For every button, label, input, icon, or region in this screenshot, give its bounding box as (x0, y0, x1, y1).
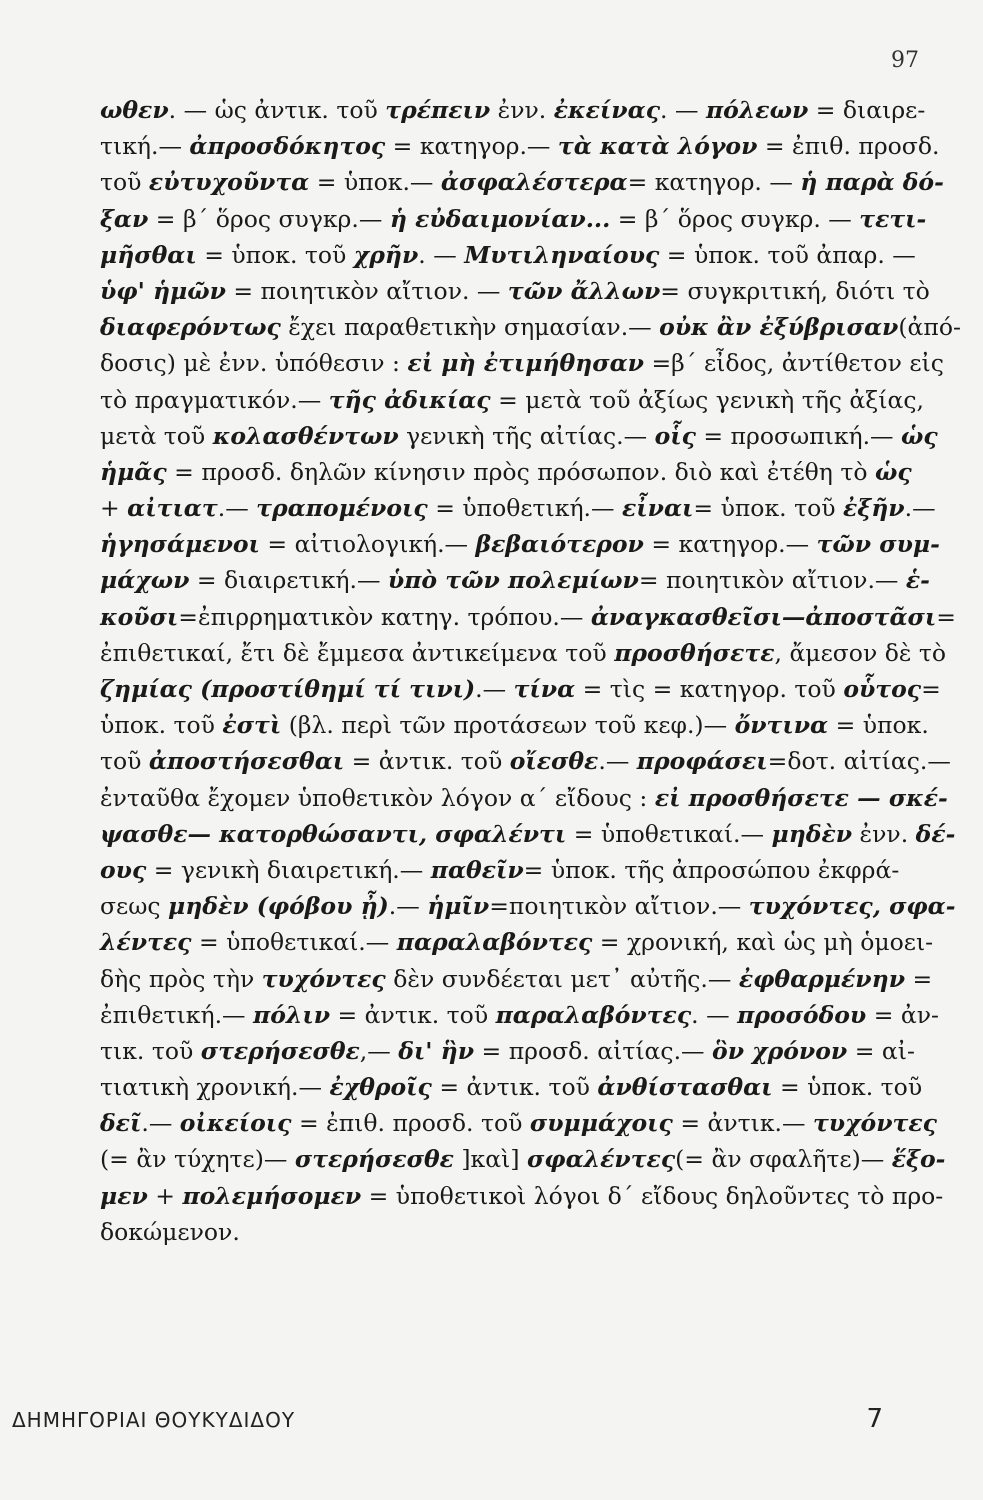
text-span: = ὑποκ. τοῦ ἀπαρ. — (659, 240, 916, 269)
commentary-text (100, 92, 961, 1250)
term-span: ὑφ' ἡμῶν (100, 276, 226, 305)
text-span: τική.— (100, 132, 190, 161)
text-line (100, 1033, 915, 1069)
term-span: ἡ παρὰ δό- (800, 168, 944, 197)
text-span: δὲν συνδέεται μετ᾿ αὐτῆς.— (385, 964, 739, 993)
text-line (100, 1105, 937, 1141)
term-span: ἐφθαρμένην (738, 964, 905, 993)
text-span: = κατηγορ. — (627, 168, 801, 197)
term-span: ἐξῆν (842, 494, 905, 523)
term-span: κοῦσι (100, 602, 179, 631)
term-span: εἶναι (621, 494, 694, 523)
text-span: δοκώμενον. (100, 1217, 240, 1246)
term-span: παθεῖν (430, 855, 524, 884)
text-line (100, 1069, 923, 1105)
text-span: .— (598, 747, 637, 776)
term-span: ἐστὶ (222, 711, 282, 740)
term-span: μηδὲν (φόβου ᾖ) (168, 892, 389, 921)
text-span: = ὑποκ. τοῦ (693, 494, 843, 523)
text-line (100, 237, 916, 273)
text-span: = ἐπιθ. προσδ. τοῦ (291, 1109, 530, 1138)
text-span: ἐπιθετικαί, ἔτι δὲ ἔμμεσα ἀντικείμενα τοῦ (100, 638, 615, 667)
term-span: εἰ προσθήσετε — σκέ- (654, 783, 948, 812)
text-span: = προσδ. δηλῶν κίνησιν πρὸς πρόσωπον. διὸ καὶ ἐτέθη τὸ (166, 457, 875, 486)
term-span: ζημίας (προστίθημί τί τινι) (100, 675, 476, 703)
text-line (100, 128, 940, 164)
text-span: = κατηγορ.— (643, 530, 817, 559)
term-span: πόλεων (705, 96, 809, 124)
term-span: τῶν ἄλλων (507, 276, 661, 305)
term-span: οἷς (654, 421, 696, 450)
term-span: δεῖ (100, 1109, 142, 1138)
text-span: = προσδ. αἰτίας.— (474, 1036, 713, 1065)
text-span: , ἄμεσον δὲ τὸ (774, 638, 947, 667)
term-span: τυχόντες, σφα- (748, 892, 956, 921)
term-span: κολασθέντων (212, 421, 399, 450)
text-line (100, 1141, 946, 1177)
text-span: . — (691, 1000, 738, 1029)
term-span: ὡς (874, 457, 912, 486)
text-line (100, 490, 936, 526)
text-span: .— (141, 1109, 180, 1138)
text-line (100, 418, 938, 454)
term-span: ξαν (100, 204, 149, 233)
text-span: ,— (359, 1036, 399, 1065)
top-page-number: 97 (891, 48, 919, 73)
text-line (100, 816, 956, 852)
text-span: = ὑποκ. (828, 711, 929, 740)
term-span: ψασθε— κατορθώσαντι, σφαλέντι (100, 819, 567, 848)
text-span: = ὑποκ. τῆς ἀπροσώπου ἐκφρά- (523, 855, 900, 884)
text-span: = ἀν- (866, 1000, 939, 1029)
text-span: ἐπιθετική.— (100, 1000, 254, 1029)
term-span: τῆς ἀδικίας (328, 385, 491, 414)
text-line (100, 852, 906, 888)
term-span: τίνα (513, 675, 576, 703)
text-span: = (921, 675, 941, 703)
term-span: χρῆν (353, 240, 419, 269)
text-span: = (905, 964, 933, 993)
text-span: =β΄ εἶδος, ἀντίθετον εἰς (643, 349, 944, 378)
term-span: οἴεσθε (509, 747, 599, 776)
text-span: = ὑποθετικαί.— (191, 928, 397, 957)
text-span: = συγκριτική, διότι τὸ (660, 276, 930, 305)
text-span: (= ἂν τύχητε)— (100, 1145, 295, 1174)
text-span: ἔχει παραθετικὴν σημασίαν.— (280, 313, 660, 342)
term-span: παραλαβόντες (495, 1000, 692, 1029)
text-span: (= ἂν σφαλῆτε)— (675, 1145, 892, 1174)
term-span: τετι- (859, 204, 927, 233)
text-span: δὴς πρὸς τὴν (100, 964, 262, 993)
term-span: ἡγησάμενοι (100, 530, 260, 559)
term-span: προσόδου (737, 1000, 867, 1029)
term-span: συμμάχοις (529, 1109, 673, 1138)
term-span: διαφερόντως (100, 313, 281, 342)
text-line (100, 92, 926, 128)
text-span: = (936, 602, 956, 631)
term-span: μεν (100, 1181, 148, 1210)
term-span: ἐκείνας (553, 96, 661, 124)
text-line (100, 1178, 944, 1214)
text-span: = διαιρετική.— (189, 566, 388, 595)
term-span: ἡ εὐδαιμονίαν... (389, 204, 611, 233)
term-span: μηδὲν (771, 819, 853, 848)
text-line (100, 707, 929, 743)
text-line (100, 671, 941, 707)
text-span: δοσις) μὲ ἐνν. ὑπόθεσιν : (100, 349, 408, 378)
term-span: παραλαβόντες (396, 928, 593, 957)
text-span: .— (904, 494, 936, 523)
term-span: ἐχθροῖς (329, 1073, 432, 1102)
text-span: = ἐπιθ. προσδ. (757, 132, 940, 161)
text-span: = ὑποθετική.— (427, 494, 622, 523)
text-span: = αἰ- (847, 1036, 915, 1065)
text-line (100, 924, 934, 960)
text-line (100, 961, 933, 997)
term-span: δέ- (915, 819, 956, 848)
text-span: ]καὶ] (453, 1145, 527, 1174)
term-span: οἰκείοις (179, 1109, 292, 1138)
term-span: εἰ μὴ ἐτιμήθησαν (407, 349, 644, 378)
term-span: πόλιν (253, 1000, 331, 1029)
term-span: ὄντινα (734, 711, 829, 740)
term-span: σφαλέντες (526, 1145, 676, 1174)
term-span: ὡς (901, 421, 938, 450)
text-line (100, 273, 930, 309)
text-line (100, 454, 912, 490)
term-span: ωθεν (100, 96, 169, 124)
term-span: αἰτιατ (127, 494, 218, 523)
text-span: τικ. τοῦ (100, 1036, 201, 1065)
text-span: = ὑποθετικοὶ λόγοι δ΄ εἴδους δηλοῦντες τὸ προ- (361, 1181, 944, 1210)
text-line (100, 526, 940, 562)
term-span: τὰ κατὰ λόγον (557, 132, 758, 161)
text-span: = προσωπική.— (695, 421, 902, 450)
text-line (100, 997, 939, 1033)
term-span: δι' ἣν (398, 1036, 475, 1065)
text-span: + (147, 1181, 183, 1210)
footer-page-number: 7 (866, 1404, 883, 1434)
text-line (100, 309, 961, 345)
text-span: . — ὡς ἀντικ. τοῦ (168, 96, 386, 124)
term-span: Μυτιληναίους (464, 240, 660, 269)
text-span: ἐνν. (852, 819, 916, 848)
term-span: ἕξο- (891, 1145, 946, 1174)
term-span: ἑ- (905, 566, 930, 595)
text-span: μετὰ τοῦ (100, 421, 213, 450)
term-span: τῶν συμ- (816, 530, 940, 559)
text-line (100, 780, 948, 816)
term-span: στερήσεσθε (294, 1145, 454, 1174)
text-line (100, 201, 927, 237)
text-span: τοῦ (100, 168, 149, 197)
text-line (100, 562, 930, 598)
text-span: = ὑποθετικαί.— (566, 819, 772, 848)
page-footer (0, 1404, 983, 1448)
term-span: ἀπροσδόκητος (189, 132, 386, 161)
text-span: ὑποκ. τοῦ (100, 711, 223, 740)
text-span: = γενικὴ διαιρετική.— (146, 855, 431, 884)
text-line (100, 382, 924, 418)
term-span: βεβαιότερον (475, 530, 644, 559)
term-span: πολεμήσομεν (182, 1181, 362, 1210)
term-span: τρέπειν (385, 96, 491, 124)
text-span: = ποιητικὸν αἴτιον. — (225, 276, 508, 305)
term-span: προσθήσετε (614, 638, 775, 667)
text-span: σεως (100, 892, 169, 921)
text-span: . — (660, 96, 706, 124)
text-span: + (100, 494, 128, 523)
text-span: = χρονική, καὶ ὡς μὴ ὁμοει- (592, 928, 934, 957)
text-line (100, 599, 956, 635)
term-span: ὃν χρόνον (712, 1036, 848, 1065)
text-span: = ἀντικ. τοῦ (330, 1000, 496, 1029)
text-span: = διαιρε- (808, 96, 926, 124)
term-span: στερήσεσθε (200, 1036, 360, 1065)
term-span: ἀναγκασθεῖσι—ἀποστᾶσι (590, 602, 937, 631)
text-span: = τὶς = κατηγορ. τοῦ (575, 675, 844, 703)
text-span: τιατικὴ χρονική.— (100, 1073, 330, 1102)
text-line (100, 164, 944, 200)
term-span: ὑπὸ τῶν πολεμίων (387, 566, 639, 595)
text-span: τοῦ (100, 747, 149, 776)
text-span: .— (217, 494, 257, 523)
text-span: = ποιητικὸν αἴτιον.— (638, 566, 906, 595)
term-span: μῆσθαι (100, 240, 197, 269)
footer-title: ΔΗΜΗΓΟΡΙΑΙ ΘΟΥΚΥΔΙΔΟΥ (12, 1408, 296, 1432)
text-span: = κατηγορ.— (385, 132, 558, 161)
term-span: τυχόντες (261, 964, 386, 993)
text-span: ἐνταῦθα ἔχομεν ὑποθετικὸν λόγον α΄ εἴδους : (100, 783, 655, 812)
text-span: = ἀντικ. τοῦ (431, 1073, 598, 1102)
term-span: ἀσφαλέστερα (440, 168, 628, 197)
text-span: =δοτ. αἰτίας.— (767, 747, 951, 776)
text-span: = ἀντικ. τοῦ (344, 747, 510, 776)
term-span: τραπομένοις (256, 494, 428, 523)
term-span: ἀνθίστασθαι (597, 1073, 773, 1102)
term-span: προφάσει (636, 747, 768, 776)
term-span: ἀποστήσεσθαι (148, 747, 345, 776)
text-line (100, 1214, 906, 1250)
text-span: .— (388, 892, 428, 921)
term-span: οὐκ ἂν ἐξύβρισαν (659, 313, 899, 342)
text-span: =ἐπιρρηματικὸν κατηγ. τρόπου.— (178, 602, 591, 631)
term-span: ἡμᾶς (100, 457, 167, 486)
text-span: = β΄ ὅρος συγκρ. — (610, 204, 860, 233)
text-span: . — (418, 240, 465, 269)
text-span: = ἀντικ.— (672, 1109, 813, 1138)
text-line (100, 888, 956, 924)
text-span: = αἰτιολογική.— (259, 530, 476, 559)
text-line (100, 345, 944, 381)
text-span: = β΄ ὅρος συγκρ.— (148, 204, 390, 233)
term-span: λέντες (100, 928, 192, 957)
text-span: .— (475, 675, 514, 703)
term-span: εὐτυχοῦντα (148, 168, 310, 197)
term-span: μάχων (100, 566, 190, 595)
term-span: οὗτος (843, 675, 922, 703)
term-span: ἡμῖν (427, 892, 490, 921)
text-span: ἐνν. (490, 96, 554, 124)
text-span: =ποιητικὸν αἴτιον.— (489, 892, 749, 921)
text-span: = ὑποκ. τοῦ (196, 240, 354, 269)
text-span: (βλ. περὶ τῶν προτάσεων τοῦ κεφ.)— (281, 711, 735, 740)
term-span: ους (100, 855, 147, 884)
text-span: = ὑποκ. τοῦ (772, 1073, 923, 1102)
text-line (100, 743, 951, 779)
text-span: = ὑποκ.— (309, 168, 441, 197)
term-span: τυχόντες (812, 1109, 937, 1138)
text-span: (ἀπό- (898, 313, 961, 342)
text-span: = μετὰ τοῦ ἀξίως γενικὴ τῆς ἀξίας, (490, 385, 924, 414)
text-span: τὸ πραγματικόν.— (100, 385, 329, 414)
text-line (100, 635, 947, 671)
text-span: γενικὴ τῆς αἰτίας.— (398, 421, 655, 450)
